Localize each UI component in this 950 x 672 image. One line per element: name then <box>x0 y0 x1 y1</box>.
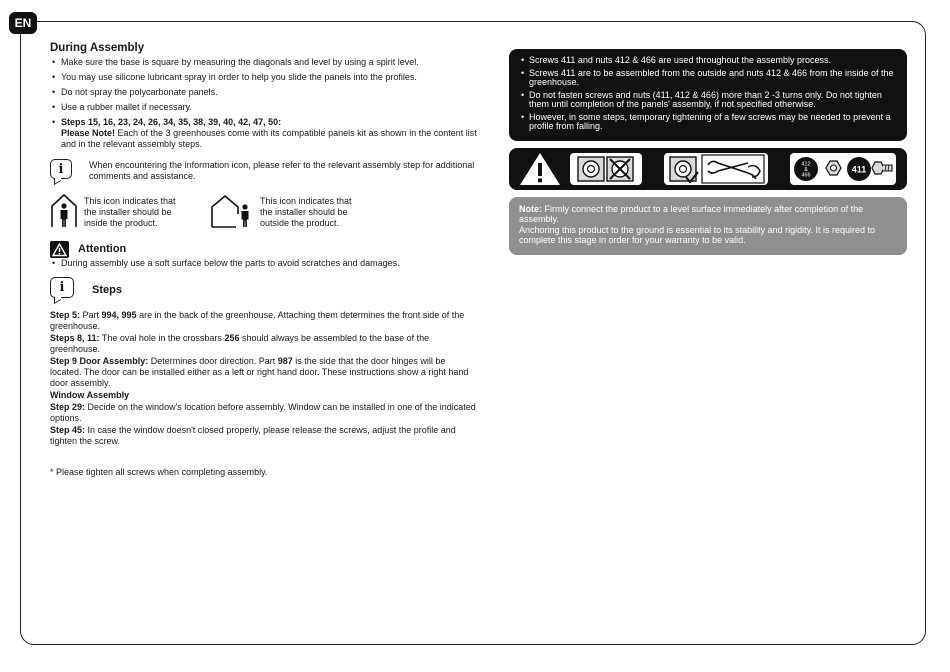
house-icons-row <box>50 194 478 229</box>
during-assembly-list <box>50 57 478 150</box>
screws-info-box <box>509 49 907 141</box>
screw-warning-strip <box>509 148 907 190</box>
part-number: 256 <box>224 333 240 343</box>
during-assembly-title: During Assembly <box>50 42 145 54</box>
inside-house-item <box>50 194 210 229</box>
nut-panel <box>570 153 642 185</box>
list-item-steps-note <box>50 117 478 150</box>
information-icon <box>50 159 72 179</box>
window-assembly-heading <box>50 390 478 401</box>
information-icon-letter: i <box>58 161 64 177</box>
please-note-label: Please Note! <box>61 128 116 138</box>
wrench-icon <box>664 153 768 185</box>
step-9 <box>50 356 478 389</box>
please-note-text: Each of the 3 greenhouses come with its compatible panels kit as shown in the content list and in the relevant assembly steps. <box>61 128 477 149</box>
anchoring-note-box <box>509 197 907 255</box>
list-item: • However, in some steps, temporary tightening of a few screws may be needed to prevent a profile from falling. <box>519 113 897 132</box>
wrench-panel <box>664 153 768 185</box>
step-text: are in the back of the greenhouse. Attaching them determines the front side of the greenhouse. <box>50 310 465 331</box>
step-text: In case the window doesn't closed properly, please release the screws, adjust the profile and tighten the screw. <box>50 425 456 446</box>
badge-411-text: 411 <box>851 164 867 174</box>
attention-list <box>50 258 478 269</box>
step-5 <box>50 310 478 332</box>
steps-body <box>50 310 478 447</box>
list-item: • Use a rubber mallet if necessary. <box>50 102 478 113</box>
list-item: • Make sure the base is square by measuring the diagonals and level by using a spirit level. <box>50 57 478 68</box>
steps-heading: Steps 15, 16, 23, 24, 26, 34, 35, 38, 39, 40, 42, 47, 50: <box>61 117 282 127</box>
info-icon-explanation <box>50 159 478 182</box>
badge-ampersand-text: & <box>804 166 808 173</box>
left-column <box>50 43 478 478</box>
information-icon-letter: i <box>59 280 65 295</box>
step-text: Part <box>80 310 102 320</box>
step-label: Step 9 Door Assembly: <box>50 356 149 366</box>
information-icon <box>50 277 74 298</box>
step-label: Step 29: <box>50 402 86 412</box>
list-item: • Screws 411 are to be assembled from the outside and nuts 412 & 466 from the inside of the greenhouse. <box>519 69 897 88</box>
list-item: • You may use silicone lubricant spray in order to help you slide the panels into the profiles. <box>50 72 478 83</box>
list-item: • Do not fasten screws and nuts (411, 412 & 466) more than 2 -3 turns only. Do not tighten them until completion of the panels' assembly, if not specified otherwise. <box>519 91 897 110</box>
warning-icon <box>50 241 69 258</box>
inside-house-icon <box>50 194 78 228</box>
outside-house-text: This icon indicates that the installer should be outside the product. <box>260 196 352 228</box>
hardware-panel <box>790 153 896 185</box>
badge-412-text: 412 <box>801 161 811 167</box>
part-number: 987 <box>277 356 293 366</box>
step-45 <box>50 425 478 447</box>
note-line-1 <box>519 204 897 225</box>
outside-house-icon <box>210 194 254 228</box>
part-number: 994, 995 <box>101 310 137 320</box>
note-text-2: Anchoring this product to the ground is essential to its stability and rigidity. It is required to complete this stage in order for your warranty to be valid. <box>519 224 876 245</box>
step-text: is the side that the door hinges will be located. The door can be installed either as a left or right hand door. These instructions show a right hand door assembly. <box>50 356 469 388</box>
screws-info-list <box>519 56 897 132</box>
step-label: Step 5: <box>50 310 81 320</box>
info-text: When encountering the information icon, please refer to the relevant assembly step for additional comments and assistance. <box>89 160 475 181</box>
inside-house-text: This icon indicates that the installer should be inside the product. <box>84 196 176 228</box>
nut-icons <box>570 153 642 185</box>
list-item: • During assembly use a soft surface below the parts to avoid scratches and damages. <box>50 258 478 269</box>
list-item: • Do not spray the polycarbonate panels. <box>50 87 478 98</box>
step-8-11 <box>50 333 478 355</box>
attention-header <box>50 241 478 258</box>
note-text-1: Firmly connect the product to a level surface immediately after completion of the assembly. <box>519 203 864 224</box>
outside-house-item <box>210 194 370 229</box>
footnote: * Please tighten all screws when completing assembly. <box>50 467 268 477</box>
note-label: Note: <box>519 203 542 214</box>
list-item: • Screws 411 and nuts 412 & 466 are used throughout the assembly process. <box>519 56 897 66</box>
steps-title: Steps <box>92 284 122 296</box>
step-29 <box>50 402 478 424</box>
language-tab <box>9 12 37 34</box>
right-column <box>509 49 907 255</box>
hardware-icons <box>790 153 896 185</box>
step-text: The oval hole in the crossbars <box>99 333 225 343</box>
step-text: Decide on the window's location before assembly. Window can be installed in one of the indicated options. <box>50 402 476 423</box>
step-label: Step 45: <box>50 425 86 435</box>
steps-header <box>50 277 478 298</box>
badge-466-text: 466 <box>801 172 811 178</box>
step-text: Determines door direction. Part <box>148 356 278 366</box>
step-label: Steps 8, 11: <box>50 333 100 343</box>
language-label: EN <box>14 16 32 30</box>
attention-title: Attention <box>78 243 127 255</box>
step-text: should always be assembled to the base of the greenhouse. <box>50 333 430 354</box>
section-heading: Window Assembly <box>50 390 130 400</box>
caution-triangle-icon <box>519 152 561 186</box>
